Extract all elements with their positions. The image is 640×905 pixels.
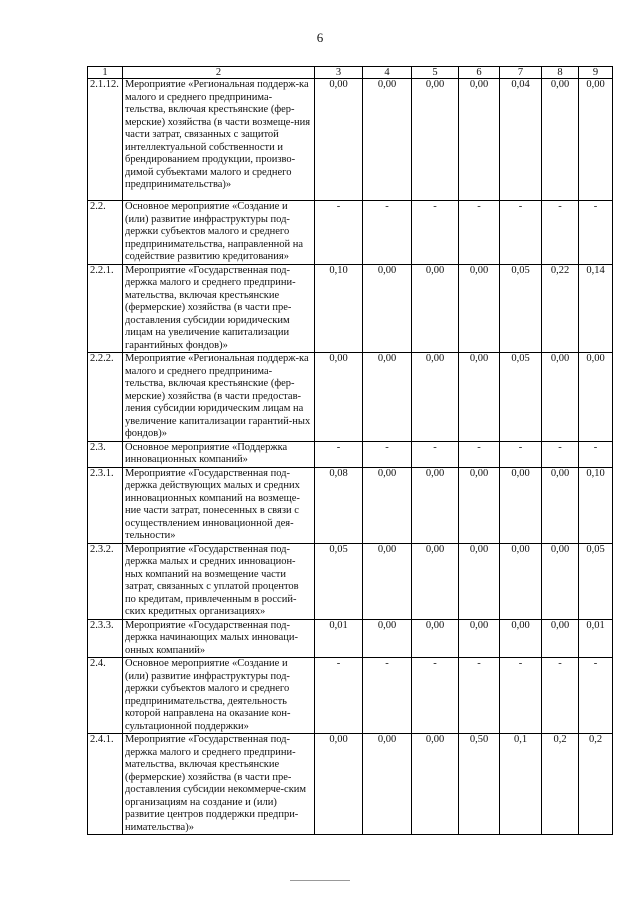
row-value: 0,1 [500, 734, 542, 835]
row-number: 2.3.3. [88, 619, 123, 658]
row-value: 0,00 [542, 467, 579, 543]
row-value: - [459, 441, 500, 467]
table-row [88, 353, 613, 442]
row-value: 0,00 [459, 543, 500, 619]
table-row [88, 441, 613, 467]
row-value: 0,00 [412, 264, 459, 353]
row-value: 0,2 [542, 734, 579, 835]
table-row [88, 201, 613, 265]
row-value: 0,00 [412, 467, 459, 543]
row-description: Мероприятие «Региональная поддерж-ка малого и среднего предпринима-тельства, включая крестьянские (фер-мерские) хозяйства (в части предостав-ления субсидии юридическим лицам на увеличение капитализации гарантий-ных фондов)» [123, 353, 315, 442]
row-value: - [500, 658, 542, 734]
row-value: - [542, 201, 579, 265]
table-row [88, 543, 613, 619]
row-value: 0,00 [542, 543, 579, 619]
row-value: 0,00 [363, 353, 412, 442]
row-number: 2.2.2. [88, 353, 123, 442]
row-value: - [363, 441, 412, 467]
row-value: 0,00 [459, 467, 500, 543]
row-value: 0,00 [363, 79, 412, 201]
row-value: 0,00 [363, 467, 412, 543]
row-description: Мероприятие «Государственная под-держка малых и средних инновацион-ных компаний на возмещение части затрат, связанных с уплатой процентов по кредитам, привлеченным в россий-ских кредитных организациях» [123, 543, 315, 619]
row-value: - [579, 441, 613, 467]
row-value: 0,14 [579, 264, 613, 353]
row-value: - [363, 201, 412, 265]
row-value: 0,00 [459, 79, 500, 201]
column-header: 8 [542, 67, 579, 79]
row-value: - [315, 441, 363, 467]
row-value: 0,00 [412, 734, 459, 835]
row-number: 2.4. [88, 658, 123, 734]
row-number: 2.3.2. [88, 543, 123, 619]
row-value: 0,04 [500, 79, 542, 201]
column-header: 2 [123, 67, 315, 79]
row-description: Мероприятие «Региональная поддерж-ка малого и среднего предпринима-тельства, включая крестьянские (фер-мерские) хозяйства (в части возмеще-ния части затрат, связанных с защитой интеллектуальной собственности и брендированием продукции, произво-димой субъектами малого и среднего предпринимательства)» [123, 79, 315, 201]
column-header: 4 [363, 67, 412, 79]
row-value: 0,00 [459, 619, 500, 658]
row-value: 0,00 [500, 619, 542, 658]
row-value: - [459, 658, 500, 734]
table-row [88, 467, 613, 543]
row-description: Основное мероприятие «Создание и (или) развитие инфраструктуры под-держки субъектов малого и среднего предпринимательства, деятельность которой направлена на оказание кон-сультационной поддержки» [123, 658, 315, 734]
row-value: 0,10 [579, 467, 613, 543]
row-value: - [412, 201, 459, 265]
row-value: 0,00 [459, 353, 500, 442]
column-header: 1 [88, 67, 123, 79]
row-value: 0,00 [412, 79, 459, 201]
row-value: - [500, 441, 542, 467]
row-description: Мероприятие «Государственная под-держка малого и среднего предприни-мательства, включая крестьянские (фермерские) хозяйства (в части пре-доставления субсидии юридическим лицам на увеличение капитализации гарантийных фондов)» [123, 264, 315, 353]
row-number: 2.3. [88, 441, 123, 467]
table-row [88, 264, 613, 353]
row-value: - [315, 201, 363, 265]
row-value: 0,00 [459, 264, 500, 353]
row-value: 0,00 [542, 79, 579, 201]
row-number: 2.4.1. [88, 734, 123, 835]
row-value: - [315, 658, 363, 734]
row-value: 0,00 [363, 734, 412, 835]
row-value: 0,22 [542, 264, 579, 353]
row-value: 0,05 [315, 543, 363, 619]
row-value: - [579, 658, 613, 734]
page-number: 6 [316, 30, 324, 45]
row-value: 0,00 [542, 619, 579, 658]
table-row [88, 79, 613, 201]
row-value: 0,00 [542, 353, 579, 442]
table-row [88, 734, 613, 835]
row-value: 0,05 [500, 353, 542, 442]
row-value: 0,01 [579, 619, 613, 658]
column-header: 9 [579, 67, 613, 79]
row-description: Мероприятие «Государственная под-держка начинающих малых инноваци-онных компаний» [123, 619, 315, 658]
row-value: - [579, 201, 613, 265]
row-value: 0,00 [363, 619, 412, 658]
row-value: - [412, 441, 459, 467]
row-value: - [363, 658, 412, 734]
table-header-row [88, 67, 613, 79]
indicators-table [87, 66, 613, 835]
row-value: - [542, 441, 579, 467]
row-value: 0,00 [500, 467, 542, 543]
row-value: 0,00 [579, 353, 613, 442]
table-row [88, 619, 613, 658]
row-number: 2.2. [88, 201, 123, 265]
row-value: 0,00 [579, 79, 613, 201]
row-value: - [412, 658, 459, 734]
row-description: Основное мероприятие «Поддержка инновационных компаний» [123, 441, 315, 467]
row-number: 2.2.1. [88, 264, 123, 353]
row-value: 0,01 [315, 619, 363, 658]
row-value: 0,00 [412, 543, 459, 619]
table-row [88, 658, 613, 734]
footer-divider [290, 880, 350, 881]
row-value: 0,05 [500, 264, 542, 353]
row-value: 0,00 [412, 619, 459, 658]
row-value: 0,00 [315, 353, 363, 442]
column-header: 6 [459, 67, 500, 79]
row-value: 0,05 [579, 543, 613, 619]
row-value: - [459, 201, 500, 265]
row-description: Мероприятие «Государственная под-держка действующих малых и средних инновационных компаний на возмеще-ние части затрат, понесенных в связи с осуществлением инновационной дея-тельности» [123, 467, 315, 543]
row-description: Основное мероприятие «Создание и (или) развитие инфраструктуры под-держки субъектов малого и среднего предпринимательства, направленной на содействие развитию кредитования» [123, 201, 315, 265]
row-description: Мероприятие «Государственная под-держка малого и среднего предприни-мательства, включая крестьянские (фермерские) хозяйства (в части пре-доставления субсидии некоммерче-ским организациям на создание и (или) развитие центров поддержки предпри-нимательства)» [123, 734, 315, 835]
row-value: 0,00 [500, 543, 542, 619]
column-header: 3 [315, 67, 363, 79]
row-value: - [542, 658, 579, 734]
row-value: 0,08 [315, 467, 363, 543]
row-value: - [500, 201, 542, 265]
row-value: 0,00 [363, 264, 412, 353]
column-header: 5 [412, 67, 459, 79]
row-value: 0,10 [315, 264, 363, 353]
row-value: 0,50 [459, 734, 500, 835]
row-number: 2.3.1. [88, 467, 123, 543]
row-value: 0,00 [315, 79, 363, 201]
row-value: 0,00 [412, 353, 459, 442]
column-header: 7 [500, 67, 542, 79]
row-value: 0,00 [315, 734, 363, 835]
row-value: 0,2 [579, 734, 613, 835]
row-number: 2.1.12. [88, 79, 123, 201]
row-value: 0,00 [363, 543, 412, 619]
